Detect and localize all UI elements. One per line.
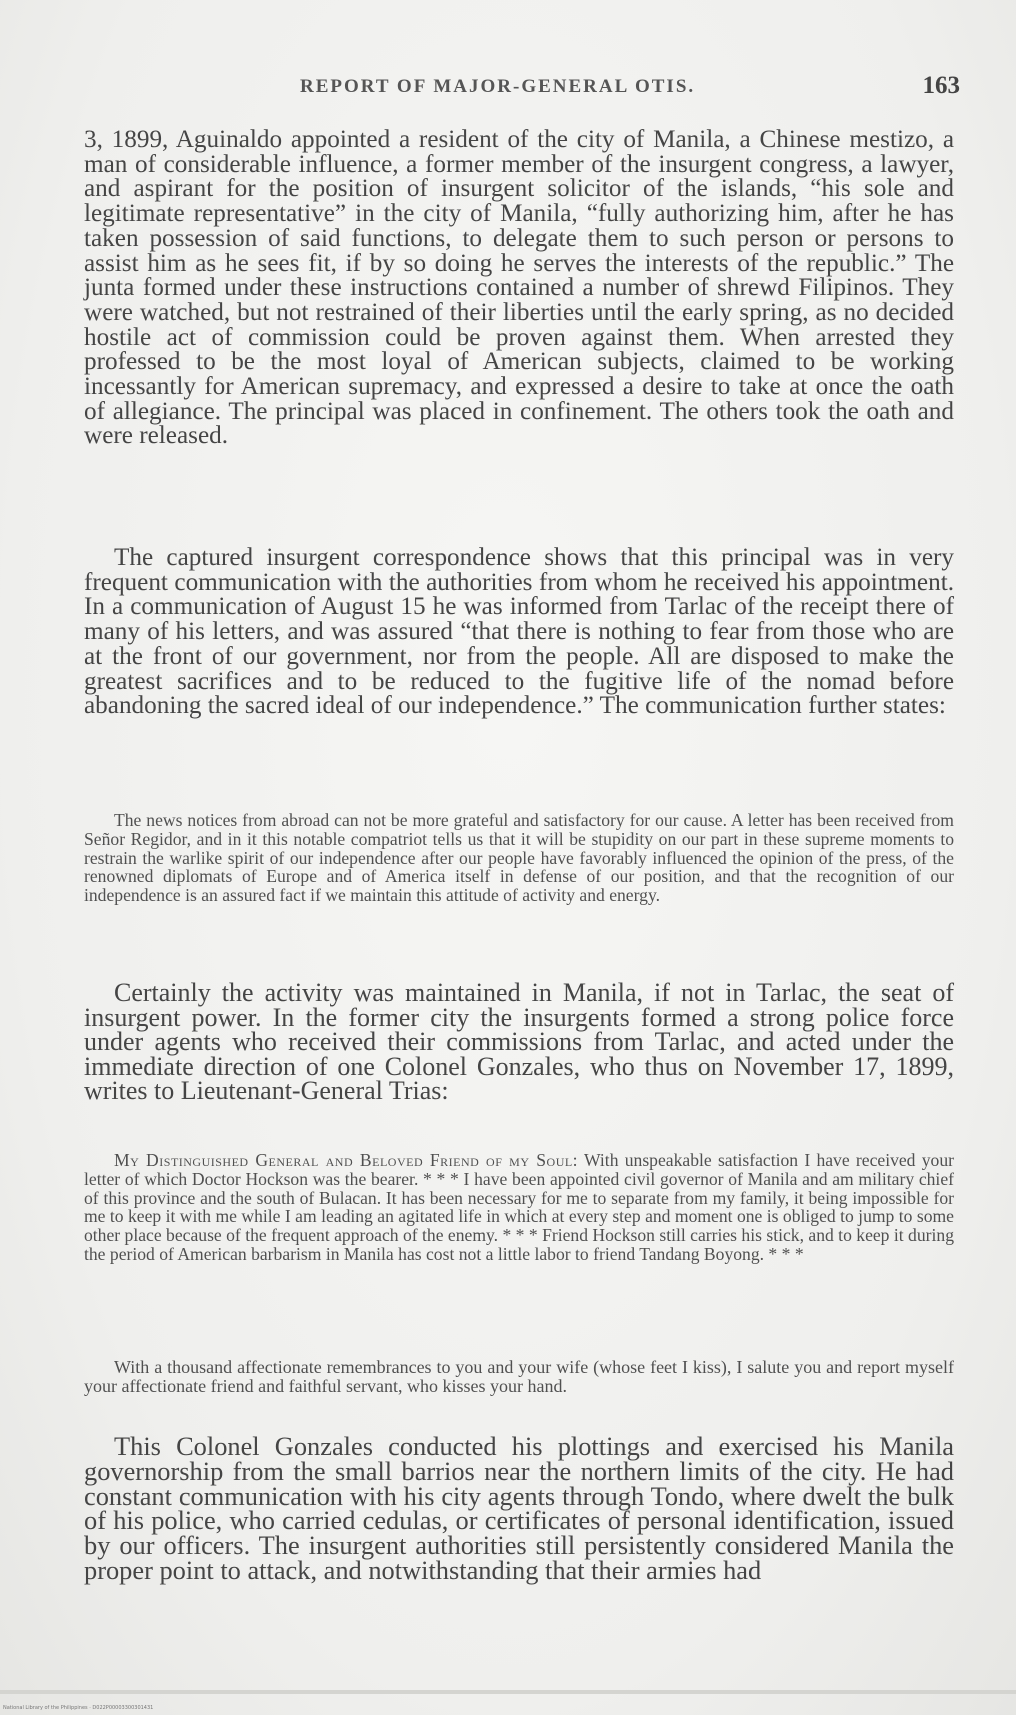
paragraph-1: 3, 1899, Aguinaldo appointed a resident of the city of Manila, a Chinese mestizo, a man of considerable influence, a former member of the insurgent congress, a lawyer, and aspirant for the position of insurgent solicitor of the islands, “his sole and legitimate representative” in the city of Manila, “fully authorizing him, after he has taken possession of said functions, to delegate them to such person or persons to assist him as he sees fit, if by so doing he serves the interests of the republic.” The junta formed under these instructions contained a number of shrewd Filipinos. They were watched, but not restrained of their liberties until the early spring, as no decided hostile act of commission could be proven against them. When arrested they professed to be the most loyal of American subjects, claimed to be working incessantly for American supremacy, and expressed a desire to take at once the oath of allegiance. The principal was placed in confinement. The others took the oath and were released. — [84, 126, 954, 450]
block-quote-news: The news notices from abroad can not be more grateful and satisfactory for our cause. A letter has been received from Señor Regidor, and in it this notable compatriot tells us that it will be stupidity on our part in these supreme moments to restrain the warlike spirit of our independence after our people have favorably influenced the opinion of the press, of the renowned diplomats of Europe and of America itself in defense of our position, and that the recognition of our independence is an assured fact if we maintain this attitude of activity and energy. — [84, 810, 954, 906]
paragraph-2: The captured insurgent correspondence shows that this principal was in very frequent communication with the authorities from whom he received his appointment. In a communication of August 15 he was informed from Tarlac of the receipt there of many of his letters, and was assured “that there is nothing to fear from those who are at the front of our government, nor from the people. All are disposed to make the greatest sacrifices and to be reduced to the fugitive life of the nomad before abandoning the sacred ideal of our independence.” The communication further states: — [84, 544, 954, 720]
archive-footer: National Library of the Philippines · D022P00003300301431 — [3, 1705, 154, 1711]
page-header — [300, 72, 960, 112]
letter-body: With unspeakable satisfaction I have received your letter of which Doctor Hockson was the bearer. * * * I have been appointed civil governor of Manila and am military chief of this province and the south of Bulacan. It has been necessary for me to separate from my family, it being impossible for me to keep it with me while I am leading an agitated life in which at every step and moment one is obliged to jump to some other place because of the frequent approach of the enemy. * * * Friend Hockson still carries his stick, and to keep it during the period of American barbarism in Manila has cost not a little labor to friend Tandang Boyong. * * * — [84, 1150, 954, 1264]
paragraph-3: Certainly the activity was maintained in Manila, if not in Tarlac, the seat of insurgent power. In the former city the insurgents formed a strong police force under agents who received their commissions from Tarlac, and acted under the immediate direction of one Colonel Gonzales, who thus on November 17, 1899, writes to Lieutenant-General Trias: — [84, 978, 954, 1106]
page-number: 163 — [922, 72, 960, 99]
letter-salutation: My Distinguished General and Beloved Friend of my Soul: — [114, 1150, 579, 1170]
page-edge — [0, 1690, 1016, 1694]
running-head: REPORT OF MAJOR-GENERAL OTIS. — [300, 76, 696, 97]
block-quote-letter — [84, 1151, 954, 1264]
paragraph-4: This Colonel Gonzales conducted his plottings and exercised his Manila governorship from the small barrios near the northern limits of the city. He had constant communication with his city agents through Tondo, where dwelt the bulk of his police, who carried cedulas, or certificates of personal identification, issued by our officers. The insurgent authorities still persistently considered Manila the proper point to attack, and notwithstanding that their armies had — [84, 1431, 954, 1585]
letter-closing: With a thousand affectionate remembrances to you and your wife (whose feet I kiss), I salute you and report myself your affectionate friend and faithful servant, who kisses your hand. — [84, 1357, 954, 1396]
